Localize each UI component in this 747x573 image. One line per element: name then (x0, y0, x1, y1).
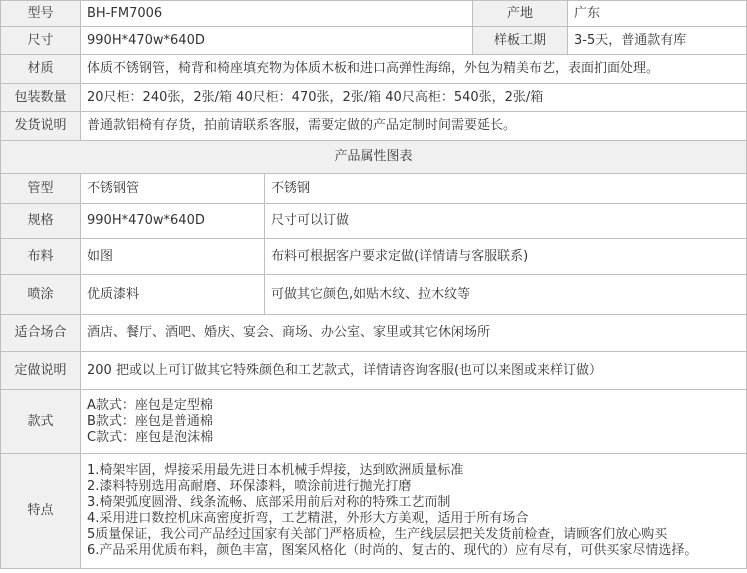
row-size (1, 27, 747, 55)
feature-line: 4.采用进口数控机床高密度折弯，工艺精湛，外形大方美观，适用于所有场合 (87, 511, 529, 526)
attr-note: 不锈钢 (265, 174, 747, 204)
attr-row (1, 174, 747, 204)
styles-value (81, 390, 747, 454)
row-occasion (1, 315, 747, 352)
style-line: B款式：座包是普通棉 (87, 413, 213, 429)
attr-label: 布料 (1, 239, 81, 275)
shipping-value: 普通款铝椅有存货，拍前请联系客服，需要定做的产品定制时间需要延长。 (81, 112, 747, 141)
style-line: A款式：座包是定型棉 (87, 397, 213, 413)
packing-value: 20尺柜：240张，2张/箱 40尺柜：470张，2张/箱 40尺高柜：540张，2张/箱 (81, 84, 747, 112)
feature-line: 6.产品采用优质布料，颜色丰富，图案风格化（时尚的、复古的、现代的）应有尽有，可供买家尽情选择。 (87, 543, 698, 558)
row-section-title (1, 141, 747, 174)
custom-label: 定做说明 (1, 352, 81, 390)
size-label: 尺寸 (1, 27, 81, 55)
shipping-label: 发货说明 (1, 112, 81, 141)
sample-value: 3-5天，普通款有库 (568, 27, 747, 55)
attr-note: 布料可根据客户要求定做(详情请与客服联系) (265, 239, 747, 275)
attr-value: 优质漆料 (81, 275, 265, 315)
custom-value: 200 把或以上可订做其它特殊颜色和工艺款式，详情请咨询客服(也可以来图或来样订做） (81, 352, 747, 390)
feature-line: 3.椅架弧度圆滑、线条流畅、底部采用前后对称的特殊工艺而制 (87, 495, 451, 510)
attr-note: 尺寸可以订做 (265, 204, 747, 239)
features-label: 特点 (1, 454, 81, 569)
attr-row (1, 239, 747, 275)
model-value: BH-FM7006 (81, 1, 473, 27)
packing-label: 包装数量 (1, 84, 81, 112)
attr-value: 如图 (81, 239, 265, 275)
row-packing (1, 84, 747, 112)
section-title: 产品属性图表 (1, 141, 747, 174)
attr-label: 规格 (1, 204, 81, 239)
row-styles (1, 390, 747, 454)
origin-label: 产地 (473, 1, 568, 27)
occasion-label: 适合场合 (1, 315, 81, 352)
row-model (1, 1, 747, 27)
feature-line: 1.椅架牢固，焊接采用最先进日本机械手焊接，达到欧洲质量标准 (87, 463, 464, 478)
model-label: 型号 (1, 1, 81, 27)
row-material (1, 55, 747, 84)
style-line: C款式：座包是泡沫棉 (87, 429, 214, 445)
origin-value: 广东 (568, 1, 747, 27)
attr-label: 管型 (1, 174, 81, 204)
attr-note: 可做其它颜色,如贴木纹、拉木纹等 (265, 275, 747, 315)
row-shipping (1, 112, 747, 141)
features-value (81, 454, 747, 569)
attr-row (1, 275, 747, 315)
feature-line: 2.漆料特别选用高耐磨、环保漆料，喷涂前进行抛光打磨 (87, 479, 412, 494)
feature-line: 5质量保证，我公司产品经过国家有关部门严格质检，生产线层层把关发货前检查，请顾客们放心购买 (87, 527, 668, 542)
material-label: 材质 (1, 55, 81, 84)
row-features (1, 454, 747, 569)
styles-label: 款式 (1, 390, 81, 454)
occasion-value: 酒店、餐厅、酒吧、婚庆、宴会、商场、办公室、家里或其它休闲场所 (81, 315, 747, 352)
attr-value: 不锈钢管 (81, 174, 265, 204)
attr-value: 990H*470w*640D (81, 204, 265, 239)
size-value: 990H*470w*640D (81, 27, 473, 55)
attr-label: 喷涂 (1, 275, 81, 315)
row-custom (1, 352, 747, 390)
sample-label: 样板工期 (473, 27, 568, 55)
attr-row (1, 204, 747, 239)
material-value: 体质不锈钢管，椅背和椅座填充物为体质木板和进口高弹性海绵，外包为精美布艺，表面扪面处理。 (81, 55, 747, 84)
